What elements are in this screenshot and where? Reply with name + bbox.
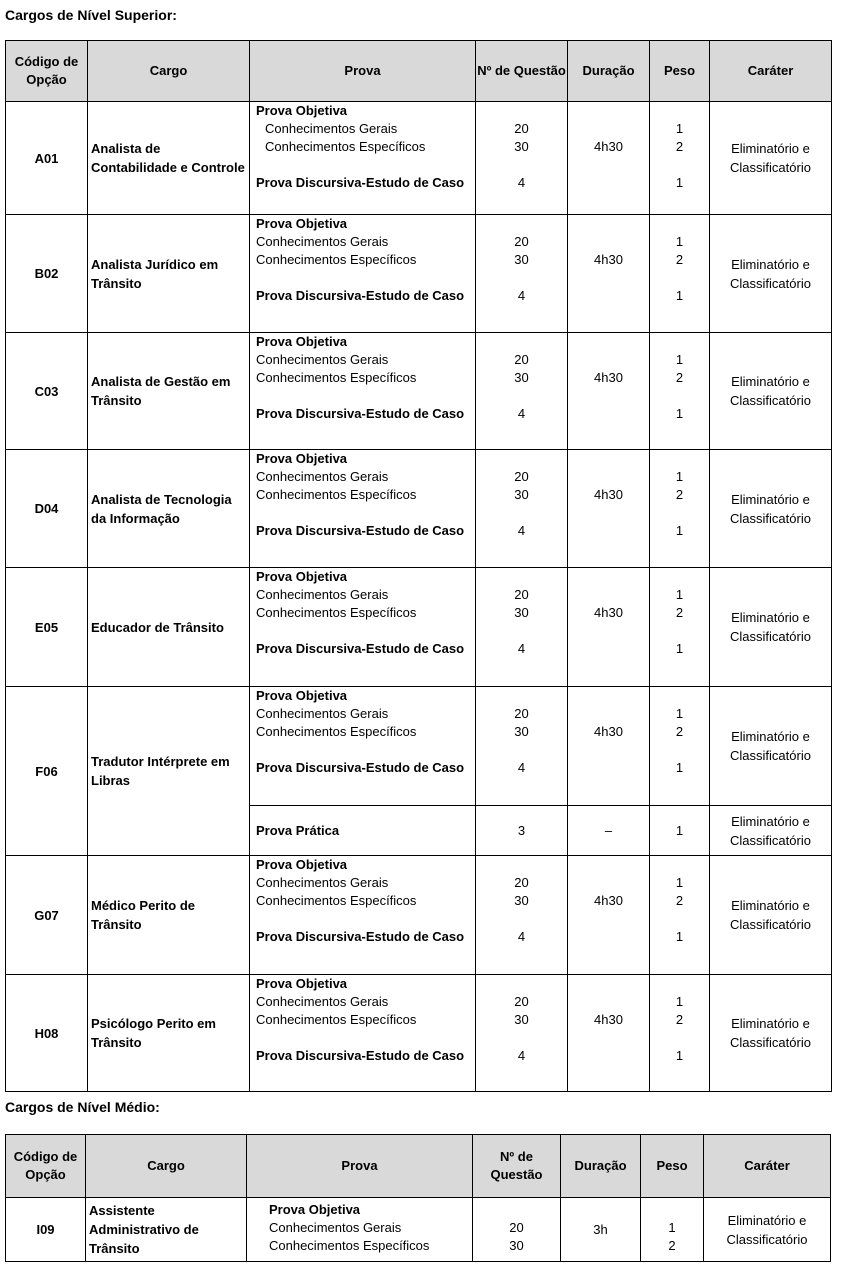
spacer [650,387,709,405]
peso-gerais: 1 [675,587,684,602]
spacer [568,705,649,723]
questoes-discursiva: 4 [517,929,526,944]
duracao-cell [568,333,650,450]
prova-cell [250,215,476,333]
questoes-especificos: 30 [514,487,529,502]
peso-especificos: 2 [668,1238,676,1253]
peso-cell [650,450,710,568]
codigo-cell: I09 [6,1198,86,1262]
conhecimentos-gerais-label: Conhecimentos Gerais [256,875,389,890]
spacer [568,568,649,586]
prova-objetiva-label: Prova Objetiva [256,334,348,349]
questoes-discursiva: 4 [517,288,526,303]
cargo-cell: Analista de Tecnologia da Informação [88,450,250,568]
header-carater: Caráter [704,1135,831,1198]
prova-objetiva-label: Prova Objetiva [256,451,348,466]
spacer [476,622,567,640]
questoes-especificos: 30 [514,1012,529,1027]
duracao-value: 4h30 [594,893,623,908]
header-duracao: Duração [561,1135,641,1198]
peso-gerais: 1 [675,469,684,484]
spacer [568,333,649,351]
conhecimentos-especificos-label: Conhecimentos Específicos [256,1012,417,1027]
spacer [650,741,709,759]
table-row [6,975,832,1092]
peso-cell [650,215,710,333]
questoes-discursiva: 4 [517,760,526,775]
duracao-value: 4h30 [594,605,623,620]
questoes-cell [476,333,568,450]
peso-especificos: 2 [675,605,684,620]
prova-objetiva-label: Prova Objetiva [256,569,348,584]
questoes-gerais: 20 [514,706,529,721]
spacer [650,910,709,928]
duracao-value: 4h30 [594,370,623,385]
spacer [250,269,475,287]
peso-discursiva: 1 [675,760,684,775]
carater-cell: Eliminatório e Classificatório [710,975,832,1092]
carater-cell: Eliminatório e Classificatório [710,215,832,333]
cargo-cell: Analista de Contabilidade e Controle [88,102,250,215]
questoes-discursiva: 4 [517,406,526,421]
questoes-gerais: 20 [514,469,529,484]
questoes-especificos: 30 [514,605,529,620]
codigo-cell: D04 [6,450,88,568]
prova-discursiva-label: Prova Discursiva-Estudo de Caso [256,1048,465,1063]
conhecimentos-gerais-label: Conhecimentos Gerais [265,121,398,136]
conhecimentos-especificos-label: Conhecimentos Específicos [256,487,417,502]
duracao-cell [568,102,650,215]
spacer [650,215,709,233]
prova-cell [250,687,476,806]
header-prova: Prova [250,41,476,102]
duracao-cell [568,975,650,1092]
codigo-cell: B02 [6,215,88,333]
carater-cell: Eliminatório e Classificatório [710,333,832,450]
spacer [568,856,649,874]
peso-discursiva: 1 [675,929,684,944]
conhecimentos-especificos-label: Conhecimentos Específicos [265,139,426,154]
questoes-cell [476,856,568,975]
spacer [476,215,567,233]
spacer [476,387,567,405]
prova-discursiva-label: Prova Discursiva-Estudo de Caso [256,760,465,775]
peso-gerais: 1 [668,1220,676,1235]
cargo-cell: Analista de Gestão em Trânsito [88,333,250,450]
header-questoes: Nº de Questão [476,41,568,102]
peso-especificos: 2 [675,893,684,908]
cargo-cell: Tradutor Intérprete em Libras [88,687,250,856]
spacer [650,504,709,522]
cargo-cell: Assistente Administrativo de Trânsito [86,1198,247,1262]
spacer [476,687,567,705]
peso-cell [650,687,710,806]
spacer [250,910,475,928]
peso-cell [650,102,710,215]
questoes-discursiva: 4 [517,175,526,190]
conhecimentos-gerais-label: Conhecimentos Gerais [256,469,389,484]
prova-discursiva-label: Prova Discursiva-Estudo de Caso [256,175,465,190]
codigo-cell: F06 [6,687,88,856]
table-row [6,568,832,687]
codigo-cell: G07 [6,856,88,975]
peso-cell [650,856,710,975]
duracao-value: 4h30 [594,252,623,267]
prova-cell [247,1198,473,1262]
conhecimentos-especificos-label: Conhecimentos Específicos [256,252,417,267]
peso-discursiva: 1 [675,406,684,421]
cargo-cell: Educador de Trânsito [88,568,250,687]
peso-especificos: 2 [675,139,684,154]
conhecimentos-gerais-label: Conhecimentos Gerais [256,352,389,367]
spacer [476,269,567,287]
spacer [476,333,567,351]
conhecimentos-gerais-label: Conhecimentos Gerais [256,587,389,602]
peso-discursiva: 1 [675,1048,684,1063]
spacer [568,450,649,468]
section-title-superior: Cargos de Nível Superior: [5,7,177,23]
prova-cell [250,333,476,450]
spacer [568,874,649,892]
peso-discursiva: 1 [675,288,684,303]
peso-discursiva: 1 [675,175,684,190]
prova-discursiva-label: Prova Discursiva-Estudo de Caso [256,641,465,656]
spacer [650,622,709,640]
questoes-cell [476,687,568,806]
questoes-cell [476,450,568,568]
spacer [250,741,475,759]
prova-discursiva-label: Prova Discursiva-Estudo de Caso [256,523,465,538]
peso-cell: 1 [650,806,710,856]
questoes-gerais: 20 [514,121,529,136]
spacer [650,856,709,874]
spacer [650,333,709,351]
table-row [6,450,832,568]
peso-gerais: 1 [675,352,684,367]
questoes-cell [473,1198,561,1262]
section-title-medio: Cargos de Nível Médio: [5,1099,160,1115]
spacer [568,975,649,993]
prova-discursiva-label: Prova Discursiva-Estudo de Caso [256,288,465,303]
table-nivel-medio [5,1134,831,1262]
spacer [476,504,567,522]
header-codigo: Código de Opção [6,41,88,102]
spacer [476,975,567,993]
peso-gerais: 1 [675,994,684,1009]
cargo-cell: Psicólogo Perito em Trânsito [88,975,250,1092]
prova-cell [250,975,476,1092]
questoes-cell [476,975,568,1092]
header-cargo: Cargo [86,1135,247,1198]
peso-especificos: 2 [675,724,684,739]
questoes-cell [476,102,568,215]
spacer [476,102,567,120]
questoes-gerais: 20 [514,587,529,602]
duracao-cell [568,687,650,806]
prova-cell [250,450,476,568]
carater-cell: Eliminatório e Classificatório [710,806,832,856]
conhecimentos-gerais-label: Conhecimentos Gerais [269,1220,402,1235]
peso-cell [650,975,710,1092]
spacer [476,741,567,759]
conhecimentos-especificos-label: Conhecimentos Específicos [256,724,417,739]
prova-objetiva-label: Prova Objetiva [256,103,348,118]
duracao-cell [568,215,650,333]
spacer [650,450,709,468]
peso-discursiva: 1 [675,523,684,538]
conhecimentos-especificos-label: Conhecimentos Específicos [269,1238,430,1253]
table-row [6,333,832,450]
questoes-gerais: 20 [514,352,529,367]
spacer [568,586,649,604]
spacer [476,910,567,928]
prova-objetiva-label: Prova Objetiva [269,1202,361,1217]
questoes-especificos: 30 [514,893,529,908]
spacer [650,102,709,120]
spacer [568,102,649,120]
spacer [568,687,649,705]
carater-cell: Eliminatório e Classificatório [710,856,832,975]
carater-cell: Eliminatório e Classificatório [710,450,832,568]
spacer [650,687,709,705]
questoes-cell: 3 [476,806,568,856]
conhecimentos-gerais-label: Conhecimentos Gerais [256,234,389,249]
conhecimentos-especificos-label: Conhecimentos Específicos [256,605,417,620]
conhecimentos-especificos-label: Conhecimentos Específicos [256,370,417,385]
spacer [250,622,475,640]
spacer [476,156,567,174]
header-prova: Prova [247,1135,473,1198]
peso-especificos: 2 [675,1012,684,1027]
codigo-cell: A01 [6,102,88,215]
questoes-cell [476,215,568,333]
spacer [250,1029,475,1047]
prova-discursiva-label: Prova Discursiva-Estudo de Caso [256,929,465,944]
questoes-especificos: 30 [514,370,529,385]
peso-cell [650,333,710,450]
questoes-especificos: 30 [514,139,529,154]
duracao-value: 4h30 [594,724,623,739]
table-nivel-superior [5,40,832,1092]
prova-objetiva-label: Prova Objetiva [256,976,348,991]
cargo-cell: Médico Perito de Trânsito [88,856,250,975]
prova-objetiva-label: Prova Objetiva [256,216,348,231]
carater-cell: Eliminatório e Classificatório [710,568,832,687]
prova-pratica-cell: Prova Prática [250,806,476,856]
duracao-cell: – [568,806,650,856]
spacer [250,504,475,522]
spacer [250,156,475,174]
duracao-cell [568,450,650,568]
peso-gerais: 1 [675,121,684,136]
cargo-cell: Analista Jurídico em Trânsito [88,215,250,333]
spacer [568,215,649,233]
spacer [476,1029,567,1047]
questoes-cell [476,568,568,687]
duracao-value: 4h30 [594,1012,623,1027]
peso-especificos: 2 [675,252,684,267]
questoes-discursiva: 4 [517,523,526,538]
table-row [6,215,832,333]
questoes-especificos: 30 [514,724,529,739]
spacer [476,450,567,468]
conhecimentos-gerais-label: Conhecimentos Gerais [256,706,389,721]
spacer [568,468,649,486]
peso-gerais: 1 [675,706,684,721]
spacer [476,856,567,874]
peso-discursiva: 1 [675,641,684,656]
prova-cell [250,568,476,687]
spacer [650,1029,709,1047]
header-duracao: Duração [568,41,650,102]
duracao-cell: 3h [561,1198,641,1262]
spacer [568,351,649,369]
header-peso: Peso [650,41,710,102]
spacer [568,233,649,251]
peso-gerais: 1 [675,875,684,890]
peso-gerais: 1 [675,234,684,249]
prova-cell [250,856,476,975]
spacer [568,993,649,1011]
duracao-cell [568,856,650,975]
conhecimentos-gerais-label: Conhecimentos Gerais [256,994,389,1009]
spacer [650,156,709,174]
prova-objetiva-label: Prova Objetiva [256,688,348,703]
peso-cell [650,568,710,687]
spacer [476,568,567,586]
duracao-value: 4h30 [594,139,623,154]
spacer [650,975,709,993]
prova-discursiva-label: Prova Discursiva-Estudo de Caso [256,406,465,421]
duracao-cell [568,568,650,687]
questoes-discursiva: 4 [517,1048,526,1063]
peso-especificos: 2 [675,370,684,385]
spacer [650,568,709,586]
header-carater: Caráter [710,41,832,102]
header-peso: Peso [641,1135,704,1198]
codigo-cell: E05 [6,568,88,687]
spacer [650,269,709,287]
questoes-especificos: 30 [514,252,529,267]
header-cargo: Cargo [88,41,250,102]
prova-objetiva-label: Prova Objetiva [256,857,348,872]
questoes-gerais: 20 [514,234,529,249]
duracao-value: 4h30 [594,487,623,502]
questoes-gerais: 20 [514,875,529,890]
table-row [6,102,832,215]
prova-cell [250,102,476,215]
header-codigo: Código de Opção [6,1135,86,1198]
table-row [6,1198,831,1262]
carater-cell: Eliminatório e Classificatório [704,1198,831,1262]
codigo-cell: H08 [6,975,88,1092]
conhecimentos-especificos-label: Conhecimentos Específicos [256,893,417,908]
carater-cell: Eliminatório e Classificatório [710,102,832,215]
carater-cell: Eliminatório e Classificatório [710,687,832,806]
peso-cell [641,1198,704,1262]
table-row [6,856,832,975]
questoes-especificos: 30 [509,1238,524,1253]
spacer [250,387,475,405]
header-questoes: Nº de Questão [473,1135,561,1198]
codigo-cell: C03 [6,333,88,450]
peso-especificos: 2 [675,487,684,502]
table-row [6,687,832,806]
questoes-gerais: 20 [514,994,529,1009]
questoes-gerais: 20 [509,1220,524,1235]
questoes-discursiva: 4 [517,641,526,656]
spacer [568,120,649,138]
